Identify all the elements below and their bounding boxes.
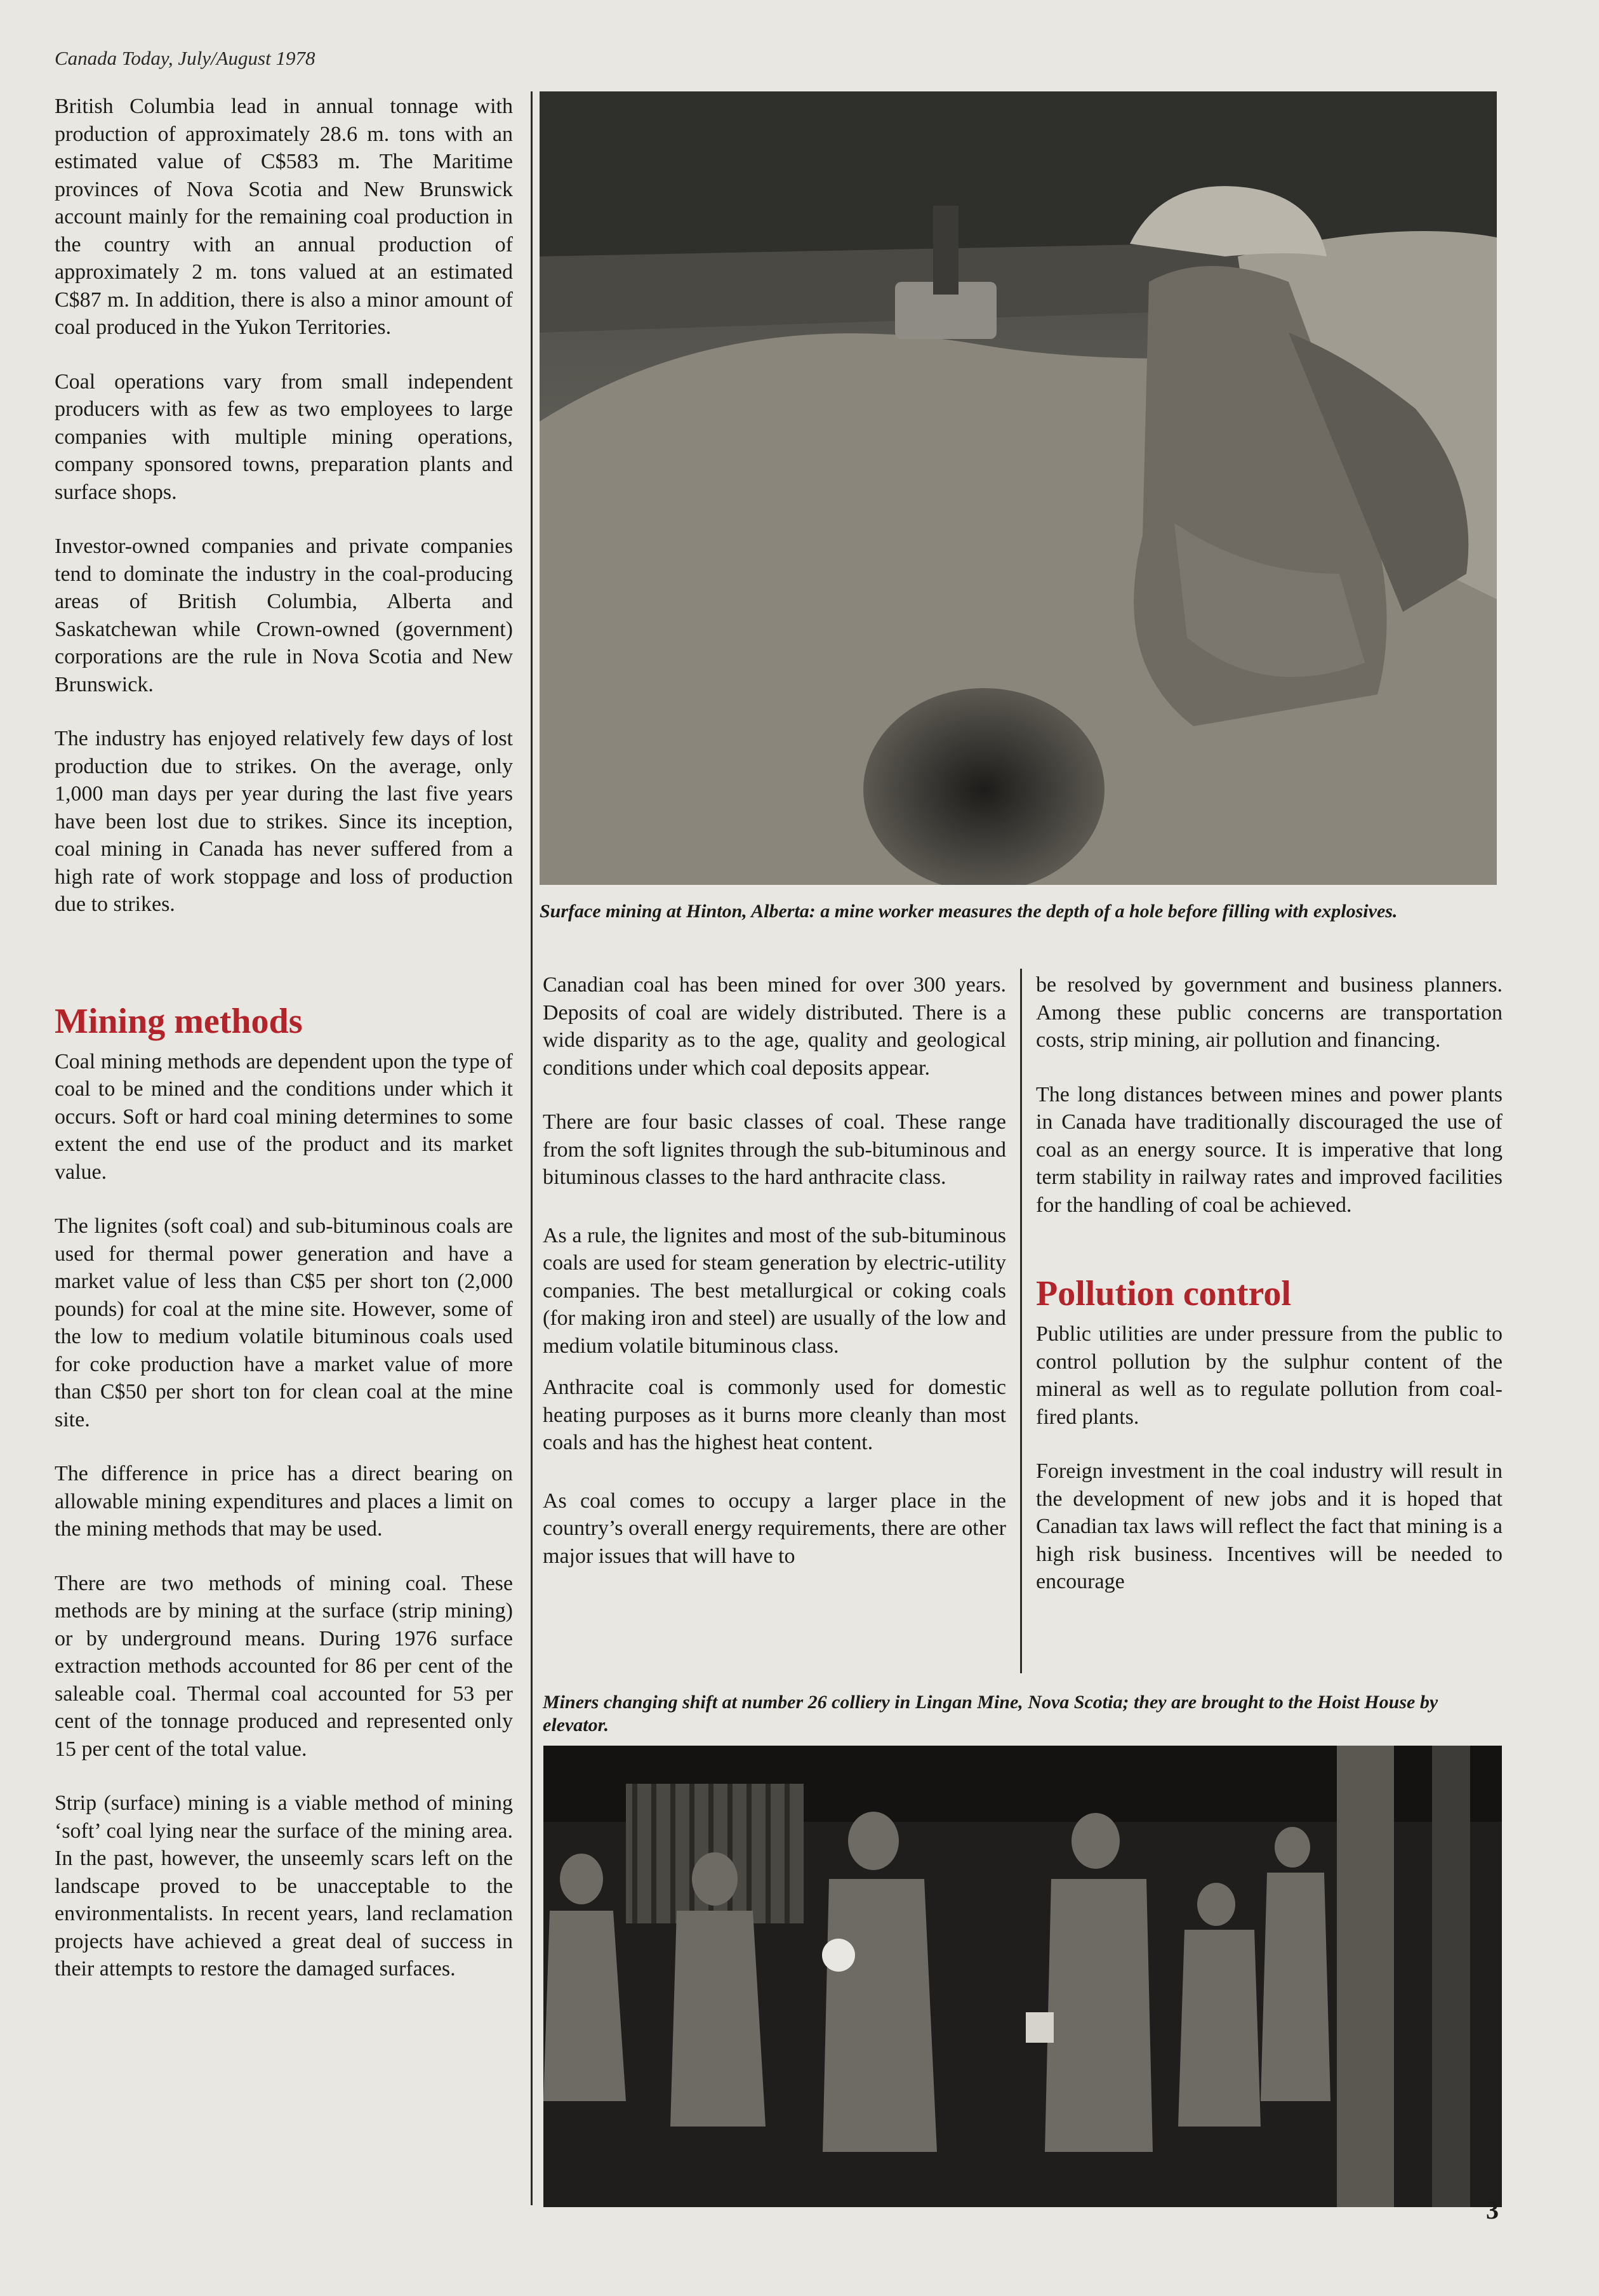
paragraph: The difference in price has a direct bearing on allowable mining expenditures and places a limit on the mining methods that may be used. bbox=[55, 1462, 513, 1541]
column-divider bbox=[1020, 969, 1022, 1673]
photo-miners-changing-shift bbox=[543, 1746, 1502, 2207]
column-2 bbox=[543, 971, 1006, 1596]
running-header: Canada Today, July/August 1978 bbox=[55, 47, 315, 69]
paragraph: Canadian coal has been mined for over 300 years. Deposits of coal are widely distributed. There is a wide disparity as to the age, quality and geological conditions under which coal deposits appear. bbox=[543, 973, 1006, 1080]
column-divider bbox=[531, 91, 533, 2205]
section-heading-mining-methods: Mining methods bbox=[55, 1001, 303, 1041]
paragraph: Anthracite coal is commonly used for domestic heating purposes as it burns more cleanly than most coals and has the highest heat content. bbox=[543, 1376, 1006, 1454]
paragraph: Coal operations vary from small independent producers with as few as two employees to large companies with multiple mining operations, company sponsored towns, preparation plants and surface shops. bbox=[55, 369, 513, 504]
photo-caption: Surface mining at Hinton, Alberta: a mine worker measures the depth of a hole before filling with explosives. bbox=[540, 901, 1398, 922]
paragraph: The long distances between mines and power plants in Canada have traditionally discouraged the use of coal as an energy source. It is imperative that long term stability in railway rates and improved facilities for the handling of coal be achieved. bbox=[1036, 1082, 1503, 1217]
paragraph: Strip (surface) mining is a viable method of mining ‘soft’ coal lying near the surface of the mining area. In the past, however, the unseemly scars left on the landscape proved to be unacceptable to the environmentalists. In recent years, land reclamation projects have achieved a great deal of success in their attempts to restore the damaged surfaces. bbox=[55, 1791, 513, 1981]
section-heading-pollution-control: Pollution control bbox=[1036, 1274, 1291, 1313]
paragraph: There are four basic classes of coal. These range from the soft lignites through the sub-bituminous and bituminous classes to the hard anthracite class. bbox=[543, 1110, 1006, 1189]
page-number: 3 bbox=[1486, 2196, 1499, 2224]
column-1 bbox=[55, 93, 513, 2010]
paragraph: The industry has enjoyed relatively few days of lost production due to strikes. On the average, only 1,000 man days per year during the last five years have been lost due to strikes. Since its inception, coal mining in Canada has never suffered from a high rate of work stoppage and loss of production due to strikes. bbox=[55, 727, 513, 916]
paragraph: Investor-owned companies and private companies tend to dominate the industry in the coal-producing areas of British Columbia, Alberta and Saskatchewan while Crown-owned (government) corporations are the rule in Nova Scotia and New Brunswick. bbox=[55, 534, 513, 696]
paragraph: As a rule, the lignites and most of the sub-bituminous coals are used for steam generation by electric-utility companies. The best metallurgical or coking coals (for making iron and steel) are usually of the low and medium volatile bituminous class. bbox=[543, 1223, 1006, 1358]
column-3 bbox=[1036, 971, 1503, 1622]
paragraph: Coal mining methods are dependent upon the type of coal to be mined and the conditions under which it occurs. Soft or hard coal mining determines to some extent the end use of the product and its market value. bbox=[55, 1049, 513, 1184]
paragraph: There are two methods of mining coal. These methods are by mining at the surface (strip mining) or by underground means. During 1976 surface extraction methods accounted for 86 per cent of the saleable coal. Thermal coal accounted for 53 per cent of the tonnage produced and represented only 15 per cent of the total value. bbox=[55, 1571, 513, 1761]
paragraph: be resolved by government and business planners. Among these public concerns are transportation costs, strip mining, air pollution and financing. bbox=[1036, 973, 1503, 1052]
paragraph: As coal comes to occupy a larger place in the country’s overall energy requirements, there are other major issues that will have to bbox=[543, 1489, 1006, 1568]
photo-miners-image bbox=[543, 1746, 1502, 2207]
photo-surface-mining bbox=[540, 91, 1497, 885]
paragraph: Foreign investment in the coal industry will result in the development of new jobs and it is hoped that Canadian tax laws will reflect the fact that mining is a high risk business. Incentives will be needed to encourage bbox=[1036, 1459, 1503, 1593]
paragraph: The lignites (soft coal) and sub-bituminous coals are used for thermal power generation and have a market value of less than C$5 per short ton (2,000 pounds) for coal at the mine site. However, some of the low to medium volatile bituminous coals used for coke production have a market value of more than C$50 per short ton for clean coal at the mine site. bbox=[55, 1214, 513, 1431]
photo-caption: Miners changing shift at number 26 colliery in Lingan Mine, Nova Scotia; they are brought to the Hoist House by elevator. bbox=[543, 1692, 1438, 1735]
photo-surface-mining-image bbox=[540, 91, 1497, 885]
paragraph: British Columbia lead in annual tonnage with production of approximately 28.6 m. tons with an estimated value of C$583 m. The Maritime provinces of Nova Scotia and New Brunswick account mainly for the remaining coal production in the country with an annual production of approximately 2 m. tons valued at an estimated C$87 m. In addition, there is also a minor amount of coal produced in the Yukon Territories. bbox=[55, 95, 513, 339]
paragraph: Public utilities are under pressure from the public to control pollution by the sulphur content of the mineral as well as to regulate pollution from coal-fired plants. bbox=[1036, 1322, 1503, 1429]
